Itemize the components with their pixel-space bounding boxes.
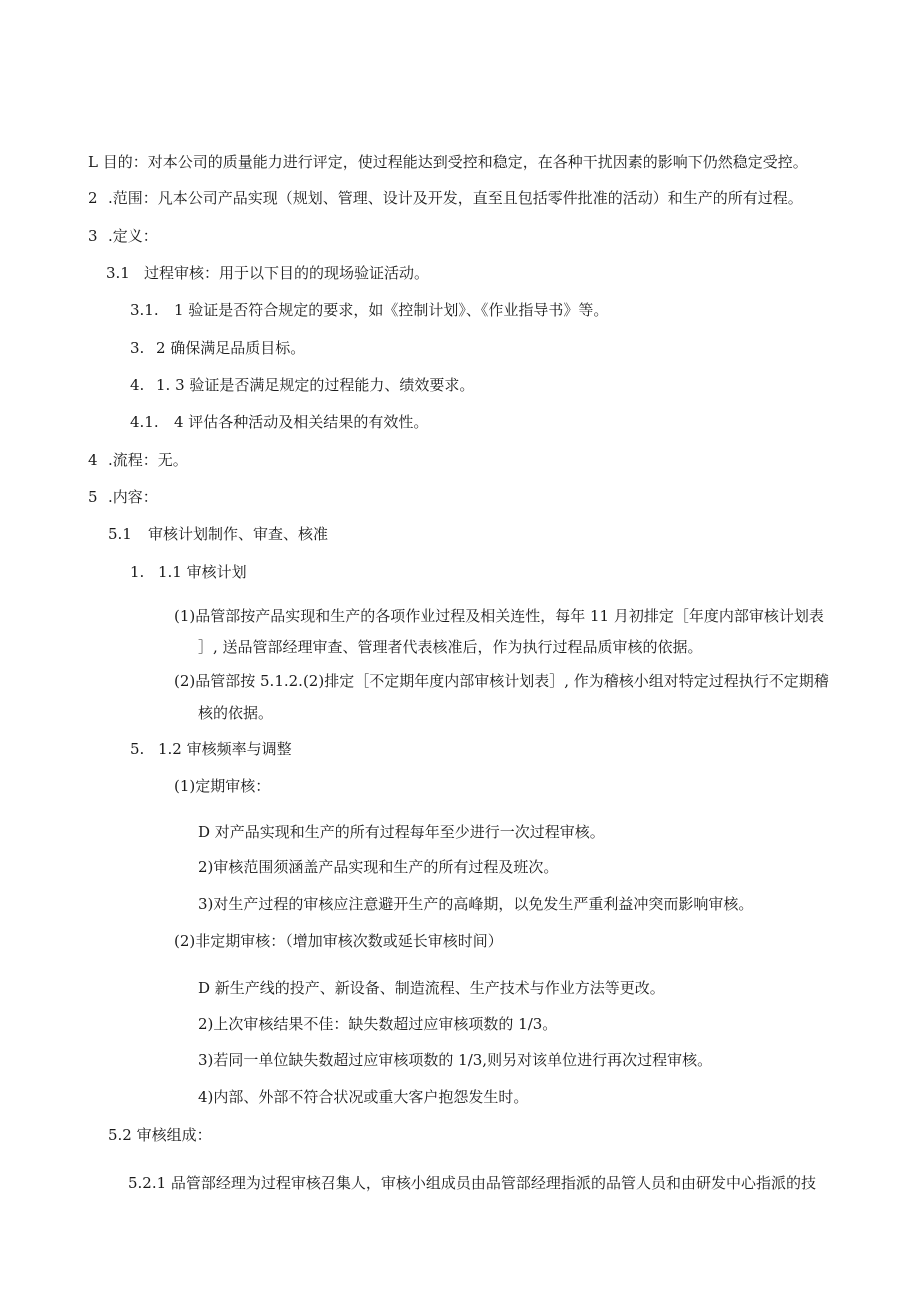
section-text: 4 评估各种活动及相关结果的有效性。 [174,413,429,431]
section-5-content [88,487,158,507]
section-text: 1.2 审核频率与调整 [158,740,292,758]
regular-audit-item-1: D 对产品实现和生产的所有过程每年至少进行一次过程审核。 [198,823,605,841]
section-3-1 [106,263,429,283]
section-text: 过程审核：用于以下目的的现场验证活动。 [144,264,430,282]
irregular-audit-item-2: 2)上次审核结果不佳：缺失数超过应审核项数的 1/3。 [198,1015,558,1033]
regular-audit-item-3: 3)对生产过程的审核应注意避开生产的高峰期，以免发生严重利益冲突而影响审核。 [198,895,754,913]
section-text: 1.1 审核计划 [158,563,247,581]
paragraph-1-line-2: ］, 送品管部经理审查、管理者代表核准后，作为执行过程品质审核的依据。 [198,638,703,656]
section-text: .范围：凡本公司产品实现（规划、管理、设计及开发，直至且包括零件批准的活动）和生产的所有过程。 [108,189,803,207]
section-number: 5.1 [108,525,132,543]
section-text: 1. 3 验证是否满足规定的过程能力、绩效要求。 [156,376,475,394]
section-number: 5. [130,740,145,758]
section-2-scope [88,188,803,208]
section-text: .定义： [108,227,158,245]
section-number: 5 [88,488,98,506]
section-3-1-4 [130,412,428,432]
section-5-1 [108,524,328,544]
section-1-purpose: L 目的：对本公司的质量能力进行评定，使过程能达到受控和稳定，在各种干扰因素的影响下仍然稳定受控。 [88,153,808,171]
section-number: 2 [88,189,98,207]
section-number: 4. [130,376,145,394]
section-number: 4.1. [130,413,159,431]
section-text: 2 确保满足品质目标。 [156,339,306,357]
section-number: 3.1 [106,264,130,282]
section-number: 3. [130,339,145,357]
section-text: 1 验证是否符合规定的要求，如《控制计划》、《作业指导书》等。 [174,301,609,319]
section-text: .流程：无。 [108,451,188,469]
section-5-1-1 [130,562,247,582]
irregular-audit-item-3: 3)若同一单位缺失数超过应审核项数的 1/3,则另对该单位进行再次过程审核。 [198,1051,713,1069]
irregular-audit-item-1: D 新生产线的投产、新设备、制造流程、生产技术与作业方法等更改。 [198,979,665,997]
section-number: 3.1. [130,301,159,319]
section-number: 3 [88,227,98,245]
section-3-1-1 [130,300,608,320]
paragraph-2-line-2: 核的依据。 [198,704,274,722]
section-5-2: 5.2 审核组成： [108,1126,212,1144]
section-number: 1. [130,563,145,581]
section-5-1-2 [130,739,292,759]
section-text: .内容： [108,488,158,506]
paragraph-2-line-1: (2)品管部按 5.1.2.(2)排定［不定期年度内部审核计划表］, 作为稽核小组对特定过程执行不定期稽 [174,672,829,690]
section-4-process [88,450,188,470]
irregular-audit-title: (2)非定期审核：（增加审核次数或延长审核时间） [174,932,503,950]
irregular-audit-item-4: 4)内部、外部不符合状况或重大客户抱怨发生时。 [198,1088,529,1106]
section-text: 审核计划制作、审查、核准 [148,525,329,543]
section-3-definition [88,226,158,246]
section-number: 4 [88,451,98,469]
section-3-1-3 [130,375,474,395]
section-3-1-2 [130,338,305,358]
section-5-2-1: 5.2.1 品管部经理为过程审核召集人，审核小组成员由品管部经理指派的品管人员和由研发中心指派的技 [128,1174,816,1192]
regular-audit-item-2: 2)审核范围须涵盖产品实现和生产的所有过程及班次。 [198,858,559,876]
regular-audit-title: (1)定期审核： [174,777,271,795]
paragraph-1-line-1: (1)品管部按产品实现和生产的各项作业过程及相关连性，每年 11 月初排定［年度内部审核计划表 [174,607,824,625]
